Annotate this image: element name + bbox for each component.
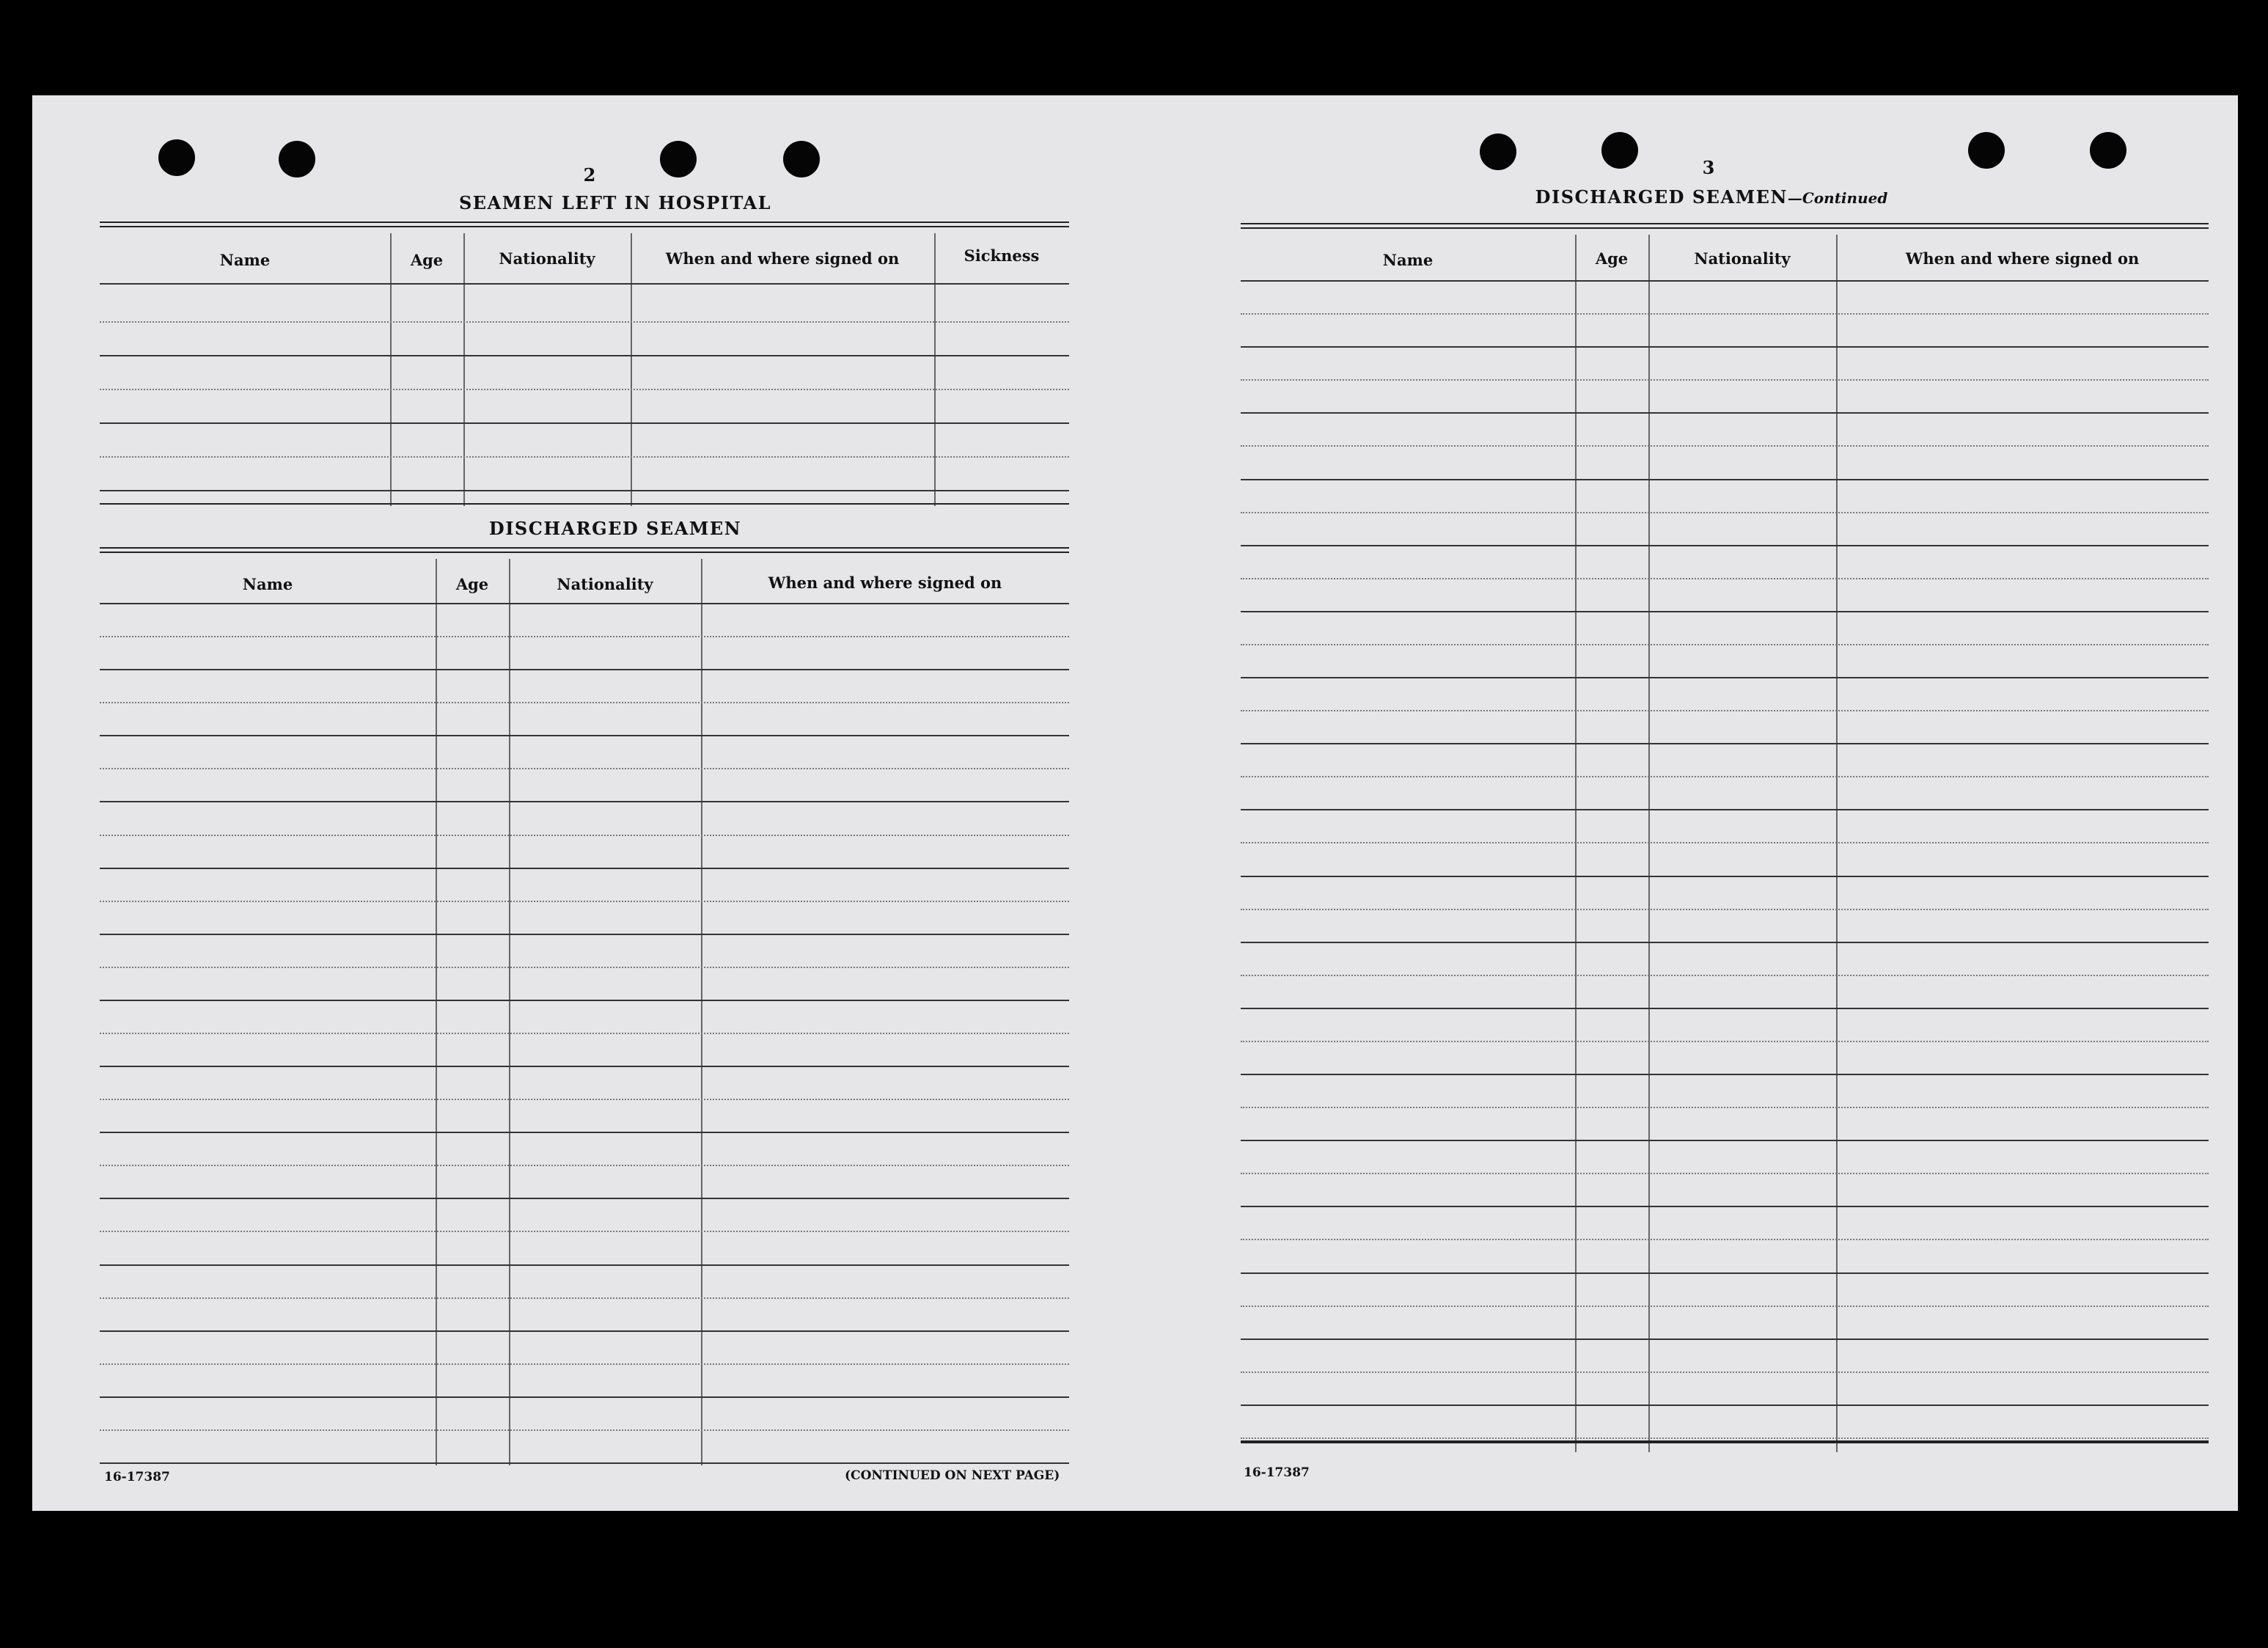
table-row — [100, 901, 1069, 902]
table-row — [1241, 1041, 2209, 1042]
punch-hole — [1968, 132, 2005, 169]
column-header-age: Age — [410, 251, 444, 269]
table-row — [1241, 710, 2209, 711]
table-row — [1241, 809, 2209, 810]
column-divider — [1836, 235, 1838, 1452]
table-row — [1241, 412, 2209, 414]
table-row — [1241, 1107, 2209, 1108]
table-row — [100, 1198, 1069, 1199]
form-number: 16-17387 — [104, 1470, 170, 1484]
column-header-nationality: Nationality — [499, 249, 595, 268]
discharged-table — [100, 559, 1069, 1465]
table-row — [1241, 776, 2209, 777]
discharged-top-rule — [100, 547, 1069, 553]
table-row — [1241, 677, 2209, 678]
table-row — [1241, 1305, 2209, 1307]
table-row — [100, 1429, 1069, 1431]
table-row — [100, 735, 1069, 736]
table-row — [1241, 313, 2209, 315]
table-row — [100, 1264, 1069, 1266]
table-row — [100, 1033, 1069, 1034]
table-row — [100, 967, 1069, 968]
column-divider — [701, 559, 702, 1465]
table-row — [100, 1396, 1069, 1398]
table-row — [100, 669, 1069, 670]
table-row — [1241, 842, 2209, 843]
page-number: 2 — [583, 164, 596, 186]
punch-hole — [279, 141, 315, 177]
table-row — [100, 1165, 1069, 1166]
table-row — [1241, 942, 2209, 943]
page-number: 3 — [1702, 157, 1715, 178]
table-row — [100, 1231, 1069, 1232]
discharged-continued-title — [1418, 186, 2005, 208]
table-row — [1241, 445, 2209, 447]
table-row — [1241, 1140, 2209, 1141]
column-header-signed-on: When and where signed on — [768, 574, 1002, 592]
column-header-nationality: Nationality — [1694, 249, 1791, 268]
table-row — [100, 868, 1069, 869]
column-divider — [509, 559, 510, 1465]
column-header-name: Name — [219, 251, 271, 269]
punch-hole — [158, 139, 195, 176]
table-row — [100, 355, 1069, 356]
table-row — [100, 1066, 1069, 1067]
column-divider — [631, 233, 632, 506]
left-page — [32, 95, 1139, 1511]
column-header-nationality: Nationality — [557, 575, 653, 593]
table-row — [100, 636, 1069, 637]
table-row — [1241, 578, 2209, 579]
table-row — [1241, 743, 2209, 744]
discharged-section-title: DISCHARGED SEAMEN — [488, 518, 742, 539]
table-row — [100, 490, 1069, 491]
column-header-sickness: Sickness — [964, 246, 1040, 265]
hospital-bottom-rule — [100, 503, 1069, 505]
table-row — [1241, 1405, 2209, 1406]
table-row — [1241, 909, 2209, 910]
table-row — [100, 1363, 1069, 1365]
table-row — [1241, 379, 2209, 381]
table-row — [1241, 1239, 2209, 1240]
table-row — [100, 456, 1069, 458]
table-row — [100, 768, 1069, 769]
right-page — [1139, 95, 2238, 1511]
column-header-signed-on: When and where signed on — [1905, 249, 2140, 268]
header-rule — [100, 603, 1069, 604]
table-row — [1241, 1074, 2209, 1075]
column-header-age: Age — [455, 575, 489, 593]
punch-hole — [2090, 132, 2126, 169]
table-row — [1241, 1008, 2209, 1009]
table-row — [100, 1132, 1069, 1133]
table-row — [1241, 346, 2209, 348]
table-row — [100, 934, 1069, 935]
table-row — [1241, 1272, 2209, 1274]
punch-hole — [660, 141, 697, 177]
continued-top-rule — [1241, 223, 2209, 229]
table-row — [100, 1330, 1069, 1332]
title-suffix: —Continued — [1787, 189, 1888, 207]
punch-hole — [1480, 133, 1516, 170]
table-row — [1241, 1173, 2209, 1174]
column-header-name: Name — [242, 575, 293, 593]
table-row — [100, 321, 1069, 323]
hospital-section-title: SEAMEN LEFT IN HOSPITAL — [458, 192, 772, 213]
table-row — [1241, 545, 2209, 546]
table-row — [100, 1297, 1069, 1299]
column-divider — [1648, 235, 1650, 1452]
table-row — [100, 801, 1069, 802]
title-main: DISCHARGED SEAMEN — [1535, 186, 1788, 208]
table-row — [1241, 479, 2209, 480]
continued-table — [1241, 235, 2209, 1452]
table-row — [1241, 975, 2209, 976]
form-sheet — [32, 95, 2238, 1511]
form-number: 16-17387 — [1244, 1465, 1310, 1480]
column-header-age: Age — [1595, 249, 1629, 268]
header-rule — [1241, 280, 2209, 282]
continued-note: (CONTINUED ON NEXT PAGE) — [845, 1468, 1060, 1483]
table-row — [100, 389, 1069, 390]
table-row — [1241, 644, 2209, 645]
table-row — [1241, 1206, 2209, 1207]
table-row — [100, 1462, 1069, 1464]
table-row — [1241, 1438, 2209, 1439]
column-divider — [436, 559, 437, 1465]
table-row — [100, 835, 1069, 836]
continued-bottom-rule — [1241, 1440, 2209, 1443]
table-row — [1241, 611, 2209, 612]
header-rule — [100, 283, 1069, 285]
column-header-signed-on: When and where signed on — [665, 249, 900, 268]
table-row — [1241, 876, 2209, 877]
column-divider — [1575, 235, 1577, 1452]
punch-hole — [1601, 132, 1638, 169]
punch-hole — [783, 141, 820, 177]
column-header-name: Name — [1382, 251, 1434, 269]
table-row — [100, 702, 1069, 703]
table-row — [1241, 1371, 2209, 1373]
column-divider — [463, 233, 465, 506]
column-divider — [390, 233, 392, 506]
hospital-table — [100, 233, 1069, 506]
table-row — [1241, 1338, 2209, 1340]
column-divider — [934, 233, 936, 506]
hospital-top-rule — [100, 221, 1069, 227]
table-row — [100, 422, 1069, 424]
table-row — [100, 1099, 1069, 1100]
table-row — [1241, 512, 2209, 513]
table-row — [100, 1000, 1069, 1001]
